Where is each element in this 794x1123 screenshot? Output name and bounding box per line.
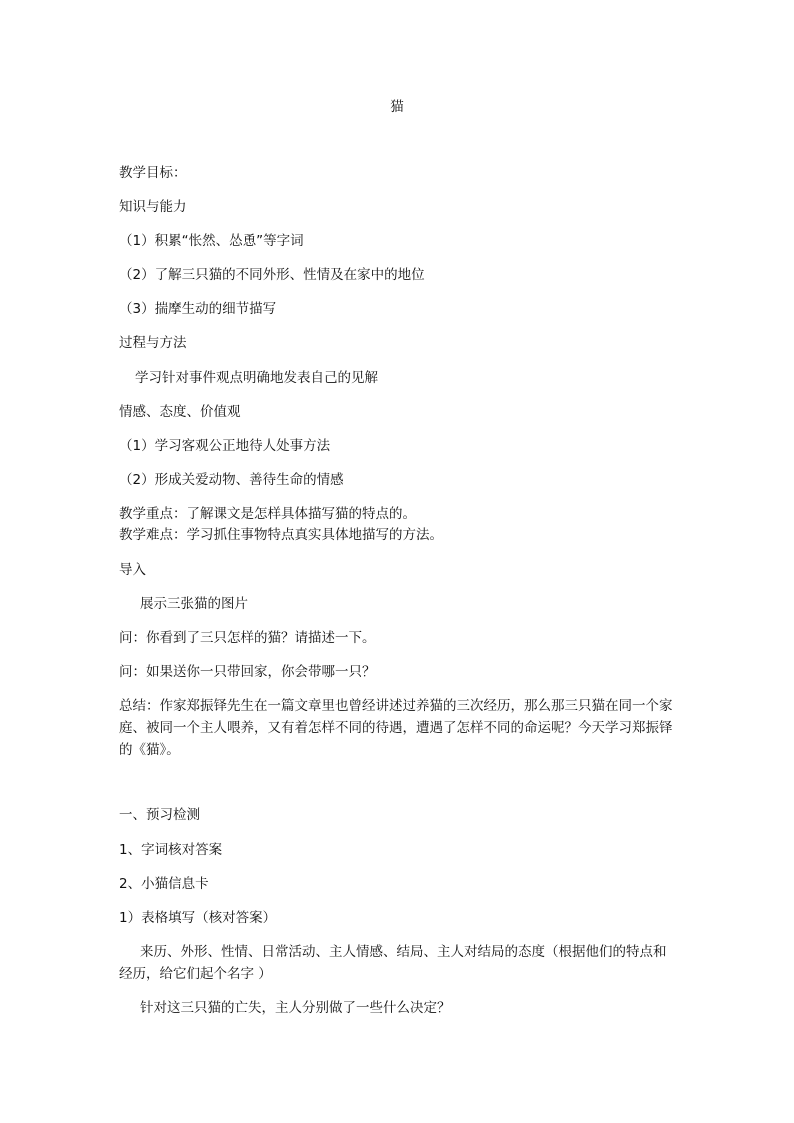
knowledge-item: （2）了解三只猫的不同外形、性情及在家中的地位	[119, 267, 425, 283]
knowledge-heading: 知识与能力	[119, 199, 187, 215]
process-heading: 过程与方法	[119, 335, 187, 351]
list-item: 1、字词核对答案	[119, 842, 223, 858]
table-fields-paragraph: 来历、外形、性情、日常活动、主人情感、结局、主人对结局的态度（根据他们的特点和经历，给它们起个名字 ）	[119, 944, 667, 982]
intro-heading: 导入	[119, 562, 146, 578]
question-2: 问：如果送你一只带回家，你会带哪一只？	[119, 664, 376, 680]
objectives-heading: 教学目标：	[119, 165, 187, 181]
final-question: 针对这三只猫的亡失，主人分别做了一些什么决定？	[140, 1000, 451, 1016]
emotion-item: （2）形成关爱动物、善待生命的情感	[119, 472, 344, 488]
intro-text: 展示三张猫的图片	[140, 596, 248, 612]
question-1: 问：你看到了三只怎样的猫？请描述一下。	[119, 630, 376, 646]
emotion-item: （1）学习客观公正地待人处事方法	[119, 438, 331, 454]
summary-paragraph: 总结：作家郑振铎先生在一篇文章里也曾经讲述过养猫的三次经历，那么那三只猫在同一个家庭、被同一个主人喂养，又有着怎样不同的待遇，遭遇了怎样不同的命运呢？今天学习郑振铎的《猫》。	[119, 698, 673, 758]
section-heading: 一、预习检测	[119, 807, 200, 823]
key-point: 教学重点：了解课文是怎样具体描写猫的特点的。	[119, 506, 416, 522]
page-title: 猫	[390, 99, 404, 115]
knowledge-item: （3）揣摩生动的细节描写	[119, 301, 277, 317]
emotion-heading: 情感、态度、价值观	[119, 404, 241, 420]
knowledge-item: （1）积累“怅然、怂恿”等字词	[119, 233, 304, 249]
difficult-point: 教学难点：学习抓住事物特点真实具体地描写的方法。	[119, 527, 443, 543]
list-item: 1）表格填写（核对答案）	[119, 910, 277, 926]
process-text: 学习针对事件观点明确地发表自己的见解	[135, 370, 378, 386]
list-item: 2、小猫信息卡	[119, 876, 209, 892]
